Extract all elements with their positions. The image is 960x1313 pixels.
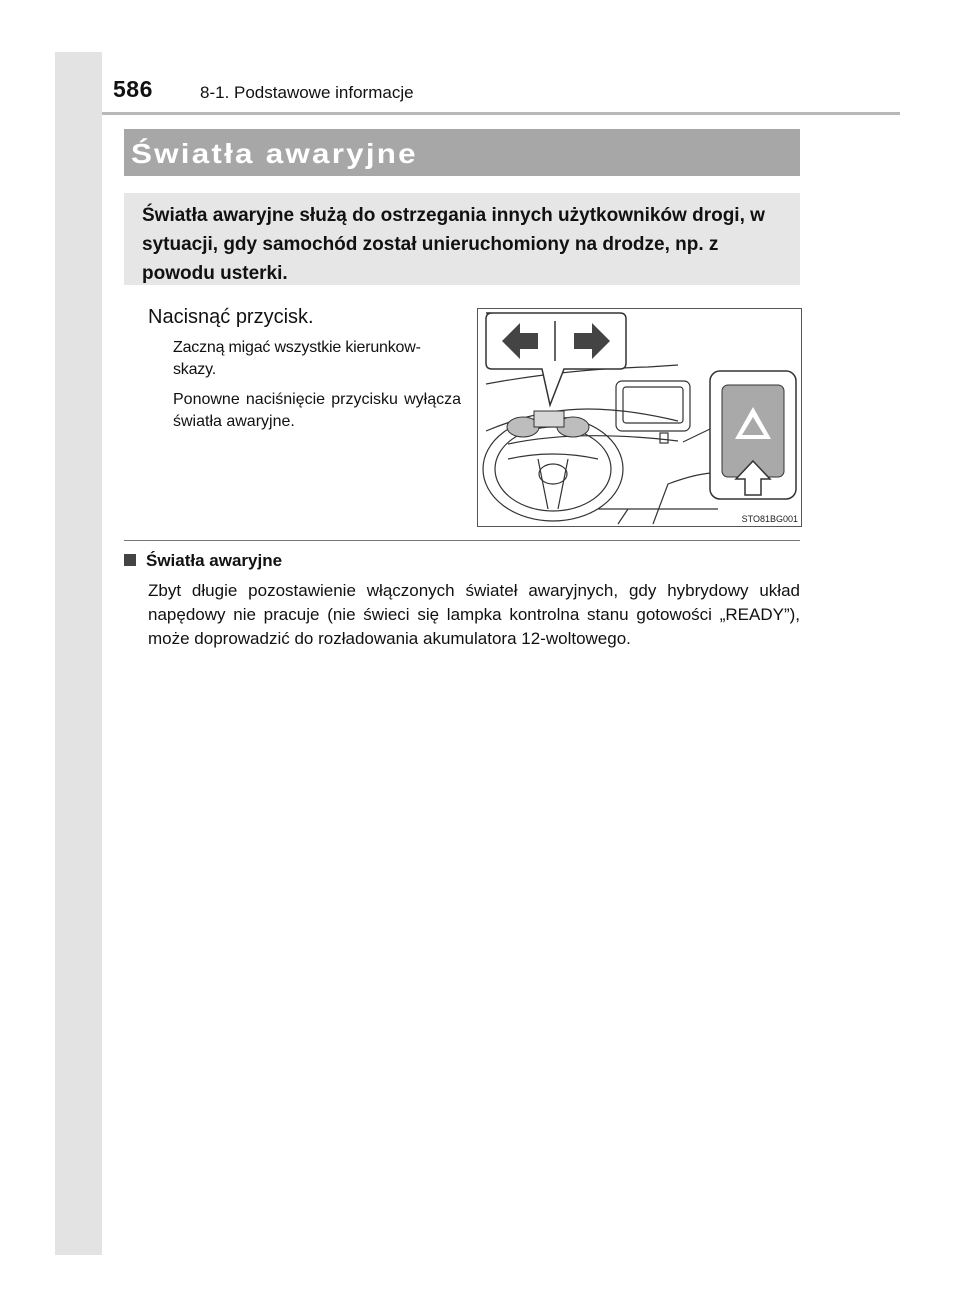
step-note-off: Ponowne naciśnięcie przycisku wyłącza światła awaryjne. <box>173 391 461 430</box>
step-note-blink: Zaczną migać wszystkie kierunkow-skazy. <box>173 339 421 378</box>
note-heading <box>124 551 282 571</box>
header-rule <box>102 112 900 115</box>
divider <box>124 540 800 541</box>
intro-box <box>124 193 800 285</box>
page-title: Światła awaryjne <box>131 138 418 169</box>
figure-code: STO81BG001 <box>741 514 798 524</box>
square-bullet-icon <box>124 554 136 566</box>
page-side-band <box>55 52 102 1255</box>
title-bar <box>124 129 800 176</box>
section-label: 8-1. Podstawowe informacje <box>200 83 414 102</box>
note-body: Zbyt długie pozostawienie włączonych świateł awaryjnych, gdy hybrydowy układ napędowy nie pracuje (nie świeci się lampka kontrolna stanu gotowości „READY”), może doprowadzić do rozładowania akumulatora 12-woltowego. <box>148 581 800 648</box>
dashboard-drawing <box>478 309 801 526</box>
step-title: Nacisnąć przycisk. <box>148 306 314 328</box>
note-heading-text: Światła awaryjne <box>146 551 283 570</box>
hazard-illustration <box>477 308 802 527</box>
page-number: 586 <box>113 76 153 102</box>
intro-text: Światła awaryjne służą do ostrzegania innych użytkowników drogi, w sytuacji, gdy samochód został unieruchomiony na drodze, np. z powodu usterki. <box>142 205 765 284</box>
